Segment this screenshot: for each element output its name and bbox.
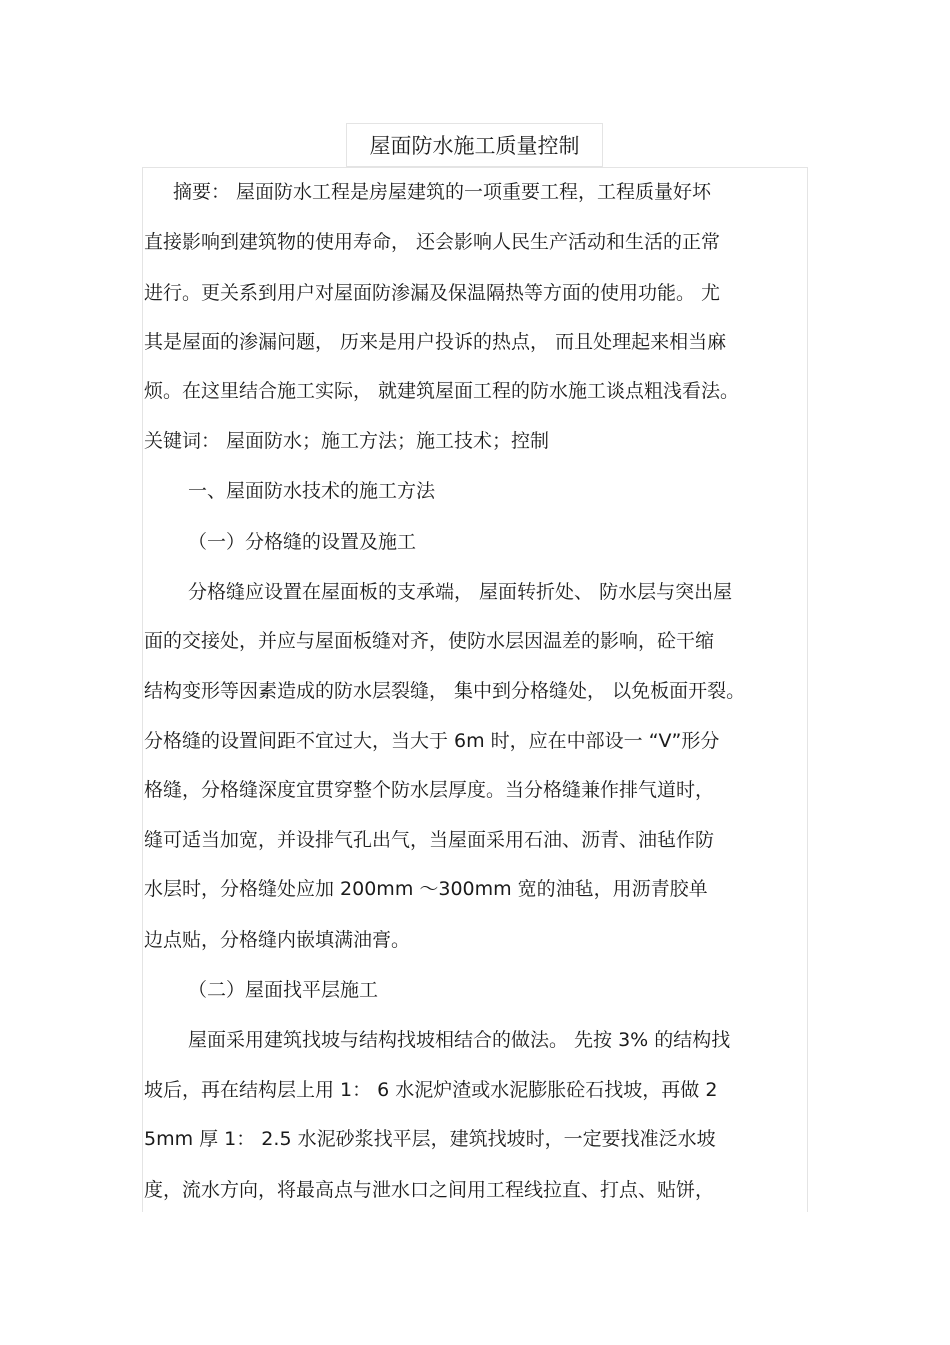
text-line: 缝可适当加宽，并设排气孔出气，当屋面采用石油、沥青、油毡作防 [144,829,715,851]
text-line: 结构变形等因素造成的防水层裂缝， 集中到分格缝处， 以免板面开裂。 [144,680,746,702]
text-line: 屋面采用建筑找坡与结构找坡相结合的做法。 先按 3% 的结构找 [188,1029,731,1051]
text-line: 分格缝应设置在屋面板的支承端， 屋面转折处、 防水层与突出屋 [188,581,733,603]
section-heading: 一、屋面防水技术的施工方法 [188,480,436,502]
text-line: 摘要： 屋面防水工程是房屋建筑的一项重要工程，工程质量好坏 [173,181,712,203]
text-line: 其是屋面的渗漏问题， 历来是用户投诉的热点， 而且处理起来相当麻 [144,331,727,353]
text-line: 度，流水方向，将最高点与泄水口之间用工程线拉直、打点、贴饼， [144,1179,715,1201]
text-line: 水层时，分格缝处应加 200mm ～300mm 宽的油毡，用沥青胶单 [144,878,708,900]
text-line: 5mm 厚 1： 2.5 水泥砂浆找平层，建筑找坡时，一定要找准泛水坡 [144,1128,716,1150]
text-line: 烦。在这里结合施工实际， 就建筑屋面工程的防水施工谈点粗浅看法。 [144,380,740,402]
text-line: 坡后，再在结构层上用 1： 6 水泥炉渣或水泥膨胀砼石找坡，再做 2 [144,1079,718,1101]
text-line: 格缝，分格缝深度宜贯穿整个防水层厚度。当分格缝兼作排气道时， [144,779,715,801]
text-line: 直接影响到建筑物的使用寿命， 还会影响人民生产活动和生活的正常 [144,231,721,253]
text-line: 边点贴，分格缝内嵌填满油膏。 [144,929,411,951]
text-line: 分格缝的设置间距不宜过大，当大于 6m 时，应在中部设一 “V”形分 [144,730,720,752]
subsection-heading: （一）分格缝的设置及施工 [188,531,417,553]
subsection-heading: （二）屋面找平层施工 [188,979,379,1001]
text-line: 面的交接处，并应与屋面板缝对齐，使防水层因温差的影响，砼干缩 [144,630,715,652]
document-title: 屋面防水施工质量控制 [369,134,580,158]
title-box [346,123,603,167]
text-line: 进行。更关系到用户对屋面防渗漏及保温隔热等方面的使用功能。 尤 [144,282,721,304]
text-line: 关键词： 屋面防水；施工方法；施工技术；控制 [144,430,550,452]
